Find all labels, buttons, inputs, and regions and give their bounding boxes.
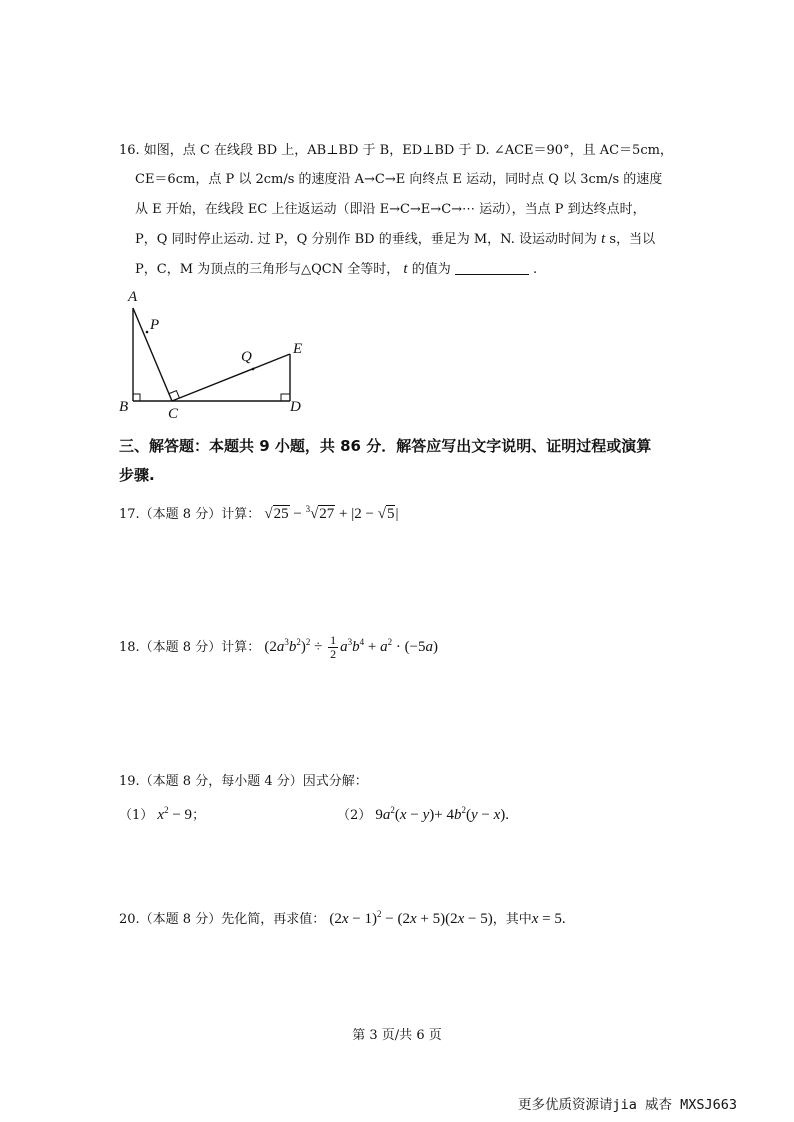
q20 (119, 908, 566, 928)
var-x: x (399, 807, 407, 823)
equals-five: = 5 (538, 911, 562, 927)
label-c: C (168, 406, 179, 420)
expr-part-d: + 5)(2 (416, 911, 458, 927)
exp-2: 2 (390, 805, 395, 815)
minus-nine: − 9 (168, 807, 193, 823)
exp-4: 4 (359, 636, 365, 647)
expr-part-a: (2 (329, 911, 342, 927)
label-q: Q (241, 349, 252, 365)
exp-2: 2 (377, 909, 382, 919)
q16-variable-t-2: t (403, 261, 408, 277)
dot-sign: · (392, 638, 405, 655)
paren-neg5: (−5 (404, 638, 426, 655)
q17-expression (264, 506, 398, 522)
period: . (505, 807, 510, 823)
q17 (119, 503, 399, 523)
q19-part-2-label: （2） (337, 808, 372, 823)
q16-line-4-unit: s，当以 (609, 232, 656, 247)
var-a-3: a (380, 638, 388, 655)
var-x-2: x (409, 911, 417, 927)
fraction-denominator: 2 (330, 647, 337, 661)
paren-close-2: ) (433, 638, 439, 655)
page-number: 第 3 页/共 6 页 (352, 1028, 442, 1043)
q19-part-1-label: （1） (119, 808, 154, 823)
exp-2-2: 2 (387, 636, 393, 647)
abs-two: 2 (354, 506, 362, 522)
paren-open: (2 (264, 638, 277, 655)
exp-2-b: 2 (461, 805, 466, 815)
cube-root-sign: √ (310, 506, 319, 522)
expr-part-c: − (2 (381, 911, 410, 927)
q16-line-5-text: P，C，M 为顶点的三角形与△QCN 全等时， (135, 262, 400, 277)
minus-sign-2: − (477, 807, 494, 823)
q20-expression (329, 911, 492, 927)
segment-ce (172, 354, 290, 401)
radicand-25: 25 (273, 506, 289, 522)
minus-sign: − (406, 807, 423, 823)
period: . (561, 911, 566, 927)
plus-sign: + (335, 506, 352, 522)
radicand-5: 5 (386, 506, 395, 522)
q16-line-4 (135, 228, 655, 248)
q16-line-2: CE＝6cm，点 P 以 2cm/s 的速度沿 A→C→E 向终点 E 运动，同时点 Q 以 3cm/s 的速度 (135, 172, 663, 187)
coef-9: 9 (375, 807, 383, 823)
paren-close: ) (300, 638, 306, 655)
paren-open: ( (394, 807, 400, 823)
q18 (119, 634, 438, 661)
q19-label: 19.（本题 8 分，每小题 4 分）因式分解： (119, 774, 368, 789)
q16-variable-t: t (601, 231, 606, 247)
right-angle-mark-d (281, 394, 290, 401)
cube-root-index: 3 (305, 504, 311, 514)
q19-part-2 (337, 804, 509, 824)
q19-part-1-expression (157, 807, 192, 823)
semicolon: ； (192, 808, 206, 823)
abs-bar-right: | (395, 506, 399, 522)
label-a: A (128, 289, 138, 305)
exp-3-2: 3 (347, 636, 353, 647)
q18-label: 18.（本题 8 分）计算： (119, 639, 261, 655)
q20-condition (532, 911, 566, 927)
plus-four: + 4 (434, 807, 454, 823)
q17-label: 17.（本题 8 分）计算： (119, 507, 261, 522)
var-x-3: x (457, 911, 465, 927)
label-e: E (293, 341, 303, 357)
q20-label: 20.（本题 8 分）先化简，再求值： (119, 912, 326, 927)
abs-minus: − (361, 506, 378, 522)
exp-2: 2 (296, 636, 301, 647)
divide-sign: ÷ (310, 638, 327, 655)
section-heading-cont: 步骤. (119, 466, 155, 484)
paren-open-2: ( (465, 807, 471, 823)
q16-line-5-text-b: 的值为 (411, 262, 451, 277)
var-a-4: a (425, 638, 434, 655)
where-text: ，其中 (492, 912, 532, 927)
point-p-dot (146, 331, 149, 334)
expr-part-b: − 1) (348, 911, 377, 927)
outer-exponent: 2 (305, 636, 311, 647)
radicand-27: 27 (319, 506, 335, 522)
var-x: x (157, 807, 165, 823)
point-q-dot (252, 368, 255, 371)
sqrt-sign: √ (264, 506, 273, 522)
exp-2: 2 (164, 805, 169, 815)
var-b: b (453, 807, 462, 823)
exp-3: 3 (284, 636, 289, 647)
q16-line-5-end: . (533, 262, 538, 277)
q19-part-1 (119, 804, 205, 824)
paren-close-2: ) (500, 807, 506, 823)
sqrt-sign-5: √ (377, 506, 386, 522)
var-a: a (276, 638, 285, 655)
var-y: y (422, 807, 430, 823)
paren-close: ) (429, 807, 435, 823)
q16-line-3: 从 E 开始，在线段 EC 上往返运动（即沿 E→C→E→C→⋯ 运动），当点 P 到达终点时， (135, 202, 646, 217)
var-a: a (382, 807, 391, 823)
label-p: P (150, 317, 160, 333)
fraction-numerator: 1 (330, 633, 337, 647)
minus-sign: − (289, 506, 306, 522)
plus-sign: + (364, 638, 381, 655)
var-x-4: x (531, 911, 539, 927)
section-heading: 三、解答题：本题共 9 小题，共 86 分．解答应写出文字说明、证明过程或演算 (119, 437, 652, 455)
expr-part-e: − 5) (464, 911, 493, 927)
right-angle-mark-b (133, 394, 140, 401)
fraction-half (328, 634, 338, 661)
footer-ad: 更多优质资源请jia 威杏 MXSJ663 (518, 1097, 738, 1113)
geometry-figure (110, 285, 320, 420)
var-x-2: x (493, 807, 501, 823)
q16-line-4-text: P，Q 同时停止运动. 过 P，Q 分别作 BD 的垂线，垂足为 M，N. 设运动时间为 (135, 232, 597, 247)
q18-expression (264, 633, 439, 661)
answer-blank (455, 262, 529, 275)
var-b-2: b (352, 638, 360, 655)
q16-line-5 (135, 258, 537, 278)
q19-part-2-expression (375, 807, 509, 823)
label-b: B (119, 399, 129, 415)
var-a-2: a (340, 638, 348, 655)
var-y-2: y (470, 807, 478, 823)
q16-line-1: 16. 如图，点 C 在线段 BD 上，AB⊥BD 于 B，ED⊥BD 于 D. ∠ACE＝90°，且 AC＝5cm， (119, 143, 673, 158)
var-b: b (288, 638, 297, 655)
abs-bar-left: | (351, 506, 355, 522)
label-d: D (290, 399, 301, 415)
var-x: x (341, 911, 349, 927)
